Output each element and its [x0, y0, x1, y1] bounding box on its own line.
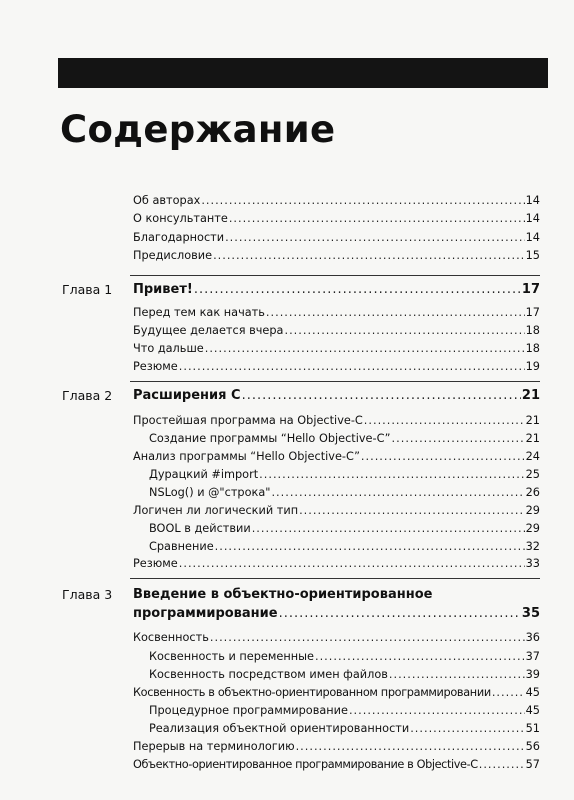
- toc-entry: [0, 432, 574, 446]
- toc-entry-text: О консультанте: [133, 212, 228, 225]
- chapter-divider: [130, 381, 540, 382]
- toc-entry-page: 25: [525, 468, 540, 481]
- toc-entry-text: BOOL в действии: [149, 522, 251, 535]
- toc-entry-page: 37: [525, 650, 540, 663]
- toc-entry-text: Сравнение: [149, 540, 214, 553]
- toc-entry-text: Косвенность: [133, 631, 209, 644]
- toc-entry-text: Реализация объектной ориентированности: [149, 722, 410, 735]
- toc-entry-page: 18: [525, 324, 540, 337]
- chapter-title-row: [0, 606, 574, 622]
- toc-entry-text: Перед тем как начать: [133, 306, 265, 319]
- toc-entry: [0, 557, 574, 571]
- toc-entry-text: Резюме: [133, 360, 178, 373]
- toc-entry-text: Резюме: [133, 557, 178, 570]
- toc-entry: [0, 486, 574, 500]
- toc-entry-text: Косвенность посредством имен файлов: [149, 668, 388, 681]
- toc-entry: [0, 324, 574, 338]
- toc-entry: [0, 504, 574, 518]
- page-title: Содержание: [60, 108, 336, 151]
- chapter-label: Глава 1: [62, 282, 113, 297]
- toc-entry: [0, 686, 574, 700]
- toc-entry-page: 19: [525, 360, 540, 373]
- chapter-label: Глава 3: [62, 587, 113, 602]
- toc-entry-page: 26: [525, 486, 540, 499]
- toc-entry: [0, 631, 574, 645]
- toc-entry: [0, 704, 574, 718]
- toc-entry-page: 32: [525, 540, 540, 553]
- toc-entry-page: 15: [525, 249, 540, 262]
- toc-entry: [0, 540, 574, 554]
- toc-entry-text: Логичен ли логический тип: [133, 504, 299, 517]
- toc-entry-page: 17: [525, 306, 540, 319]
- toc-entry-page: 29: [525, 504, 540, 517]
- toc-entry: [0, 212, 574, 226]
- chapter-title: Привет!: [133, 282, 193, 297]
- toc-entry: [0, 306, 574, 320]
- chapter-divider: [130, 275, 540, 276]
- toc-entry: [0, 249, 574, 263]
- chapter-title-cont: программирование: [133, 606, 278, 621]
- toc-entry-page: 57: [525, 758, 540, 771]
- chapter-title: Введение в объектно-ориентированное: [133, 587, 433, 602]
- toc-entry-page: 24: [525, 450, 540, 463]
- toc-entry: [0, 468, 574, 482]
- toc-entry: [0, 450, 574, 464]
- toc-entry-text: Косвенность и переменные: [149, 650, 314, 663]
- toc-entry: [0, 650, 574, 664]
- toc-entry: [0, 342, 574, 356]
- toc-entry-text: Дурацкий #import: [149, 468, 259, 481]
- toc-entry: [0, 414, 574, 428]
- toc-entry-text: Объектно-ориентированное программирование в Objective-C: [133, 758, 478, 771]
- chapter-label: Глава 2: [62, 388, 113, 403]
- toc-entry: [0, 668, 574, 682]
- chapter-title-row: [0, 388, 574, 404]
- toc-entry-page: 33: [525, 557, 540, 570]
- toc-entry-page: 21: [525, 414, 540, 427]
- toc-entry-page: 14: [525, 194, 540, 207]
- toc-entry-page: 14: [525, 231, 540, 244]
- chapter-title-row: [0, 282, 574, 298]
- toc-entry-text: Процедурное программирование: [149, 704, 348, 717]
- chapter-page: 17: [521, 282, 540, 297]
- toc-entry-page: 45: [525, 686, 540, 699]
- chapter-page: 35: [521, 606, 540, 621]
- toc-entry-text: Простейшая программа на Objective-C: [133, 414, 363, 427]
- toc-entry-text: Анализ программы “Hello Objective-C”: [133, 450, 360, 463]
- chapter-page: 21: [521, 388, 540, 403]
- toc-entry-text: Предисловие: [133, 249, 213, 262]
- toc-entry-text: Об авторах: [133, 194, 201, 207]
- toc-entry-text: Перерыв на терминологию: [133, 740, 295, 753]
- toc-entry: [0, 194, 574, 208]
- toc-entry-page: 18: [525, 342, 540, 355]
- toc-entry-text: Что дальше: [133, 342, 204, 355]
- toc-entry-page: 14: [525, 212, 540, 225]
- toc-entry-page: 56: [525, 740, 540, 753]
- toc-entry-page: 45: [525, 704, 540, 717]
- toc-entry-page: 36: [525, 631, 540, 644]
- toc-entry: [0, 231, 574, 245]
- toc-entry-text: NSLog() и @"строка": [149, 486, 271, 499]
- toc-entry: [0, 360, 574, 374]
- toc-entry-text: Создание программы “Hello Objective-C”: [149, 432, 391, 445]
- chapter-title-row: [0, 587, 574, 603]
- toc-entry-text: Косвенность в объектно-ориентированном программировании: [133, 686, 491, 699]
- chapter-divider: [130, 578, 540, 579]
- toc-entry: [0, 722, 574, 736]
- toc-entry-text: Благодарности: [133, 231, 225, 244]
- chapter-title: Расширения C: [133, 388, 241, 403]
- toc-entry-page: 51: [525, 722, 540, 735]
- toc-entry: [0, 522, 574, 536]
- toc-entry-text: Будущее делается вчера: [133, 324, 284, 337]
- toc-entry: [0, 740, 574, 754]
- toc-entry-page: 39: [525, 668, 540, 681]
- toc-entry-page: 21: [525, 432, 540, 445]
- toc-entry-page: 29: [525, 522, 540, 535]
- toc-entry: [0, 758, 574, 772]
